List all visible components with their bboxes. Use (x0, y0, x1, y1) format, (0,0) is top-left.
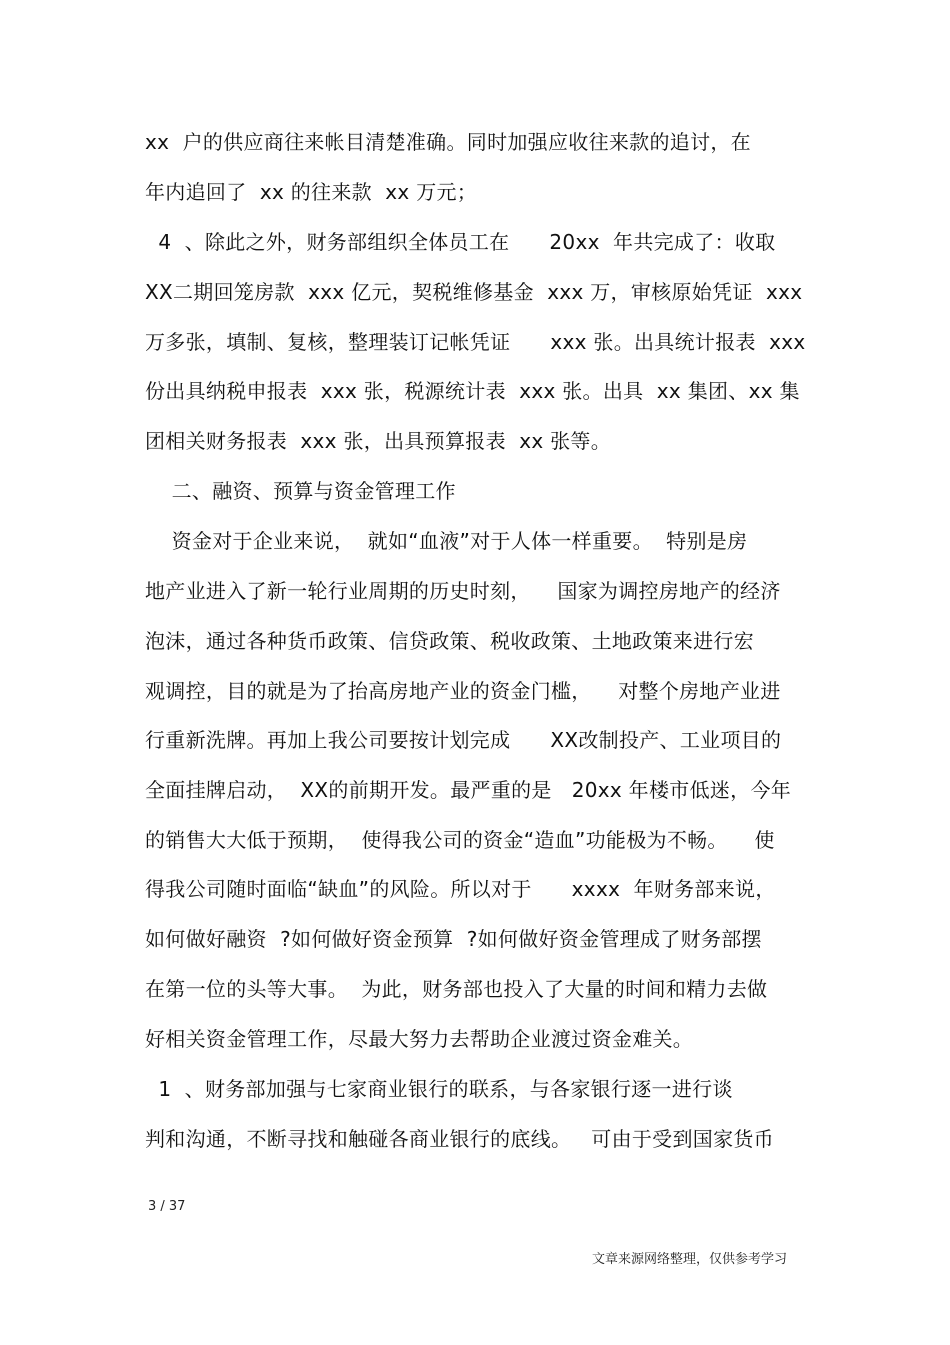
body-line: 得我公司随时面临“缺血”的风险。所以对于 xxxx 年财务部来说， (145, 877, 776, 901)
body-line: XX二期回笼房款 xxx 亿元，契税维修基金 xxx 万，审核原始凭证 xxx (145, 280, 803, 304)
body-line: 泡沫，通过各种货币政策、信贷政策、税收政策、土地政策来进行宏 (145, 629, 754, 653)
body-line: 的销售大大低于预期， 使得我公司的资金“造血”功能极为不畅。 使 (145, 828, 775, 852)
body-line: 在第一位的头等大事。 为此，财务部也投入了大量的时间和精力去做 (145, 977, 768, 1001)
body-line: 团相关财务报表 xxx 张，出具预算报表 xx 张等。 (145, 429, 612, 453)
body-line: 万多张，填制、复核，整理装订记帐凭证 xxx 张。出具统计报表 xxx (145, 330, 806, 354)
body-line: 份出具纳税申报表 xxx 张，税源统计表 xxx 张。出具 xx 集团、xx 集 (145, 379, 800, 403)
page-number: 3 / 37 (148, 1199, 186, 1214)
body-line: 年内追回了 xx 的往来款 xx 万元； (145, 180, 478, 204)
body-line: 地产业进入了新一轮行业周期的历史时刻， 国家为调控房地产的经济 (145, 579, 781, 603)
body-line: 好相关资金管理工作，尽最大努力去帮助企业渡过资金难关。 (145, 1027, 694, 1051)
body-line: 4 、除此之外，财务部组织全体员工在 20xx 年共完成了：收取 (145, 230, 776, 254)
footer-note: 文章来源网络整理，仅供参考学习 (592, 1252, 788, 1267)
body-line: 资金对于企业来说， 就如“血液”对于人体一样重要。 特别是房 (145, 529, 748, 553)
body-line: 观调控，目的就是为了抬高房地产业的资金门槛， 对整个房地产业进 (145, 679, 781, 703)
body-line: 判和沟通，不断寻找和触碰各商业银行的底线。 可由于受到国家货币 (145, 1127, 774, 1151)
body-line: 行重新洗牌。再加上我公司要按计划完成 XX改制投产、工业项目的 (145, 728, 782, 752)
body-line: 如何做好融资 ?如何做好资金预算 ?如何做好资金管理成了财务部摆 (145, 927, 762, 951)
body-line: 全面挂牌启动， XX的前期开发。最严重的是 20xx 年楼市低迷，今年 (145, 778, 792, 802)
body-line: 1 、财务部加强与七家商业银行的联系，与各家银行逐一进行谈 (145, 1077, 733, 1101)
body-line: xx 户的供应商往来帐目清楚准确。同时加强应收往来款的追讨，在 (145, 130, 751, 154)
section-heading: 二、融资、预算与资金管理工作 (145, 479, 456, 503)
